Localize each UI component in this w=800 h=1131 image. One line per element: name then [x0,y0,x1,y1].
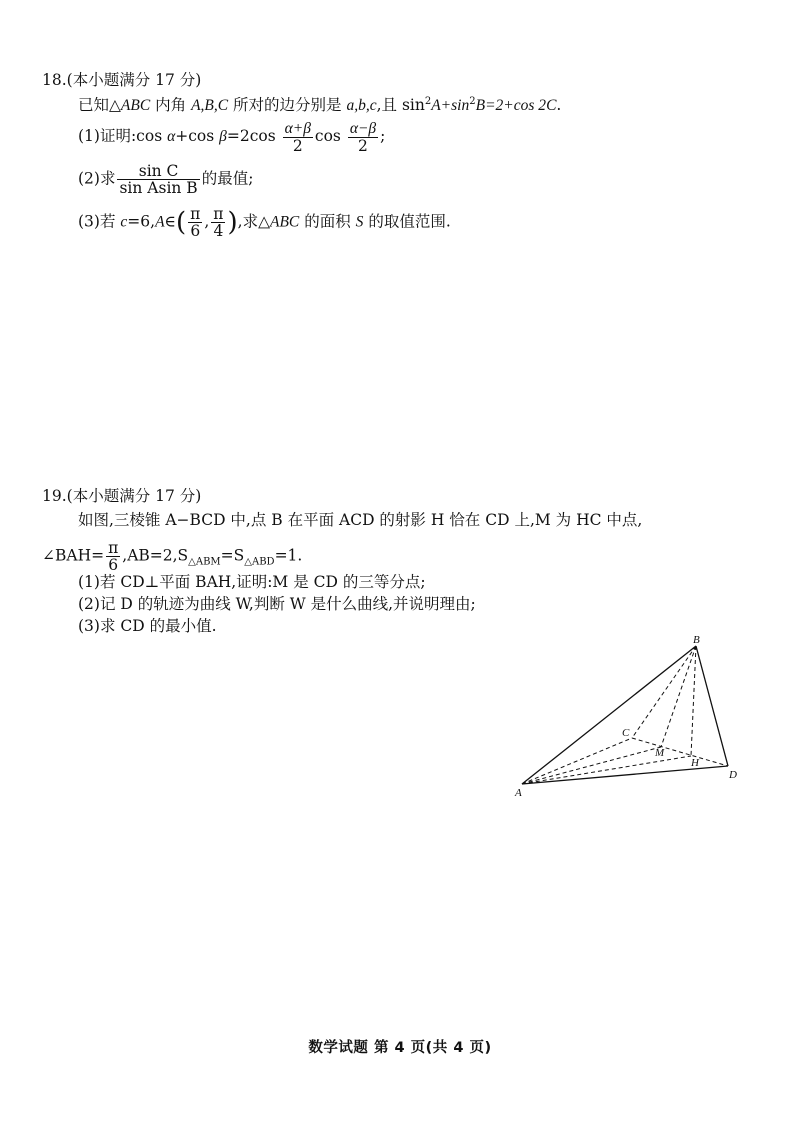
edge-BD [696,646,728,766]
fraction-half-diff: $\frac{\alpha-\beta}{2}$ [349,120,377,155]
q19-header: 19.(本小题满分 17 分) [42,487,202,505]
segment-BM [661,646,696,747]
q19-part2: (2)记 D 的轨迹为曲线 W,判断 W 是什么曲线,并说明理由; [78,595,476,613]
q18-part2: (2)求 $\frac{\text{sin C}}{\text{sin Asin B}}$ 的最值; [78,162,254,197]
label-M: M [655,747,665,759]
fraction-sinC: $\frac{\text{sin C}}{\text{sin Asin B}}$ [119,162,198,197]
label-C: C [622,727,630,739]
label-A: A [515,787,522,799]
edge-AC [522,738,632,784]
page-footer: 数学试题 第 4 页(共 4 页) [308,1040,492,1056]
edge-BC [632,646,696,738]
q18-stem: 已知△ABC 内角 A,B,C 所对的边分别是 a,b,c,且 $\sin^2A+\sin^2B=2+\cos$ 2C. [78,96,562,115]
segment-AH [522,756,691,784]
q19-stem-line2: ∠BAH= $\frac{\pi}{6}$ $,AB=2,S_{\triangle ABM}=S_{\triangle ABD}=1$. [42,539,303,574]
q18-header: 18.(本小题满分 17 分) [42,71,202,89]
edge-AB [522,646,696,784]
q19-part1: (1)若 CD⊥平面 BAH,证明:M 是 CD 的三等分点; [78,573,426,591]
fraction-half-sum: $\frac{\alpha+\beta}{2}$ [284,120,311,155]
tetrahedron-figure [510,632,750,802]
q18-part3: (3)若 c=6,A∈( $\frac{\pi}{6}$ , $\frac{\pi}{4}$ ),求△ABC 的面积 S 的取值范围. [78,205,451,240]
edge-CD [632,738,728,766]
label-B: B [693,634,700,646]
q19-part3: (3)求 CD 的最小值. [78,617,217,635]
segment-BH [691,646,696,756]
label-H: H [691,757,699,769]
q19-stem-line1: 如图,三棱锥 A−BCD 中,点 B 在平面 ACD 的射影 H 恰在 CD 上,M 为 HC 中点, [78,511,643,529]
label-D: D [729,769,737,781]
q18-part1: (1)证明:cos α+cos β=2cos $\frac{\alpha+\beta}{2}$ cos $\frac{\alpha-\beta}{2}$ ; [78,120,386,155]
